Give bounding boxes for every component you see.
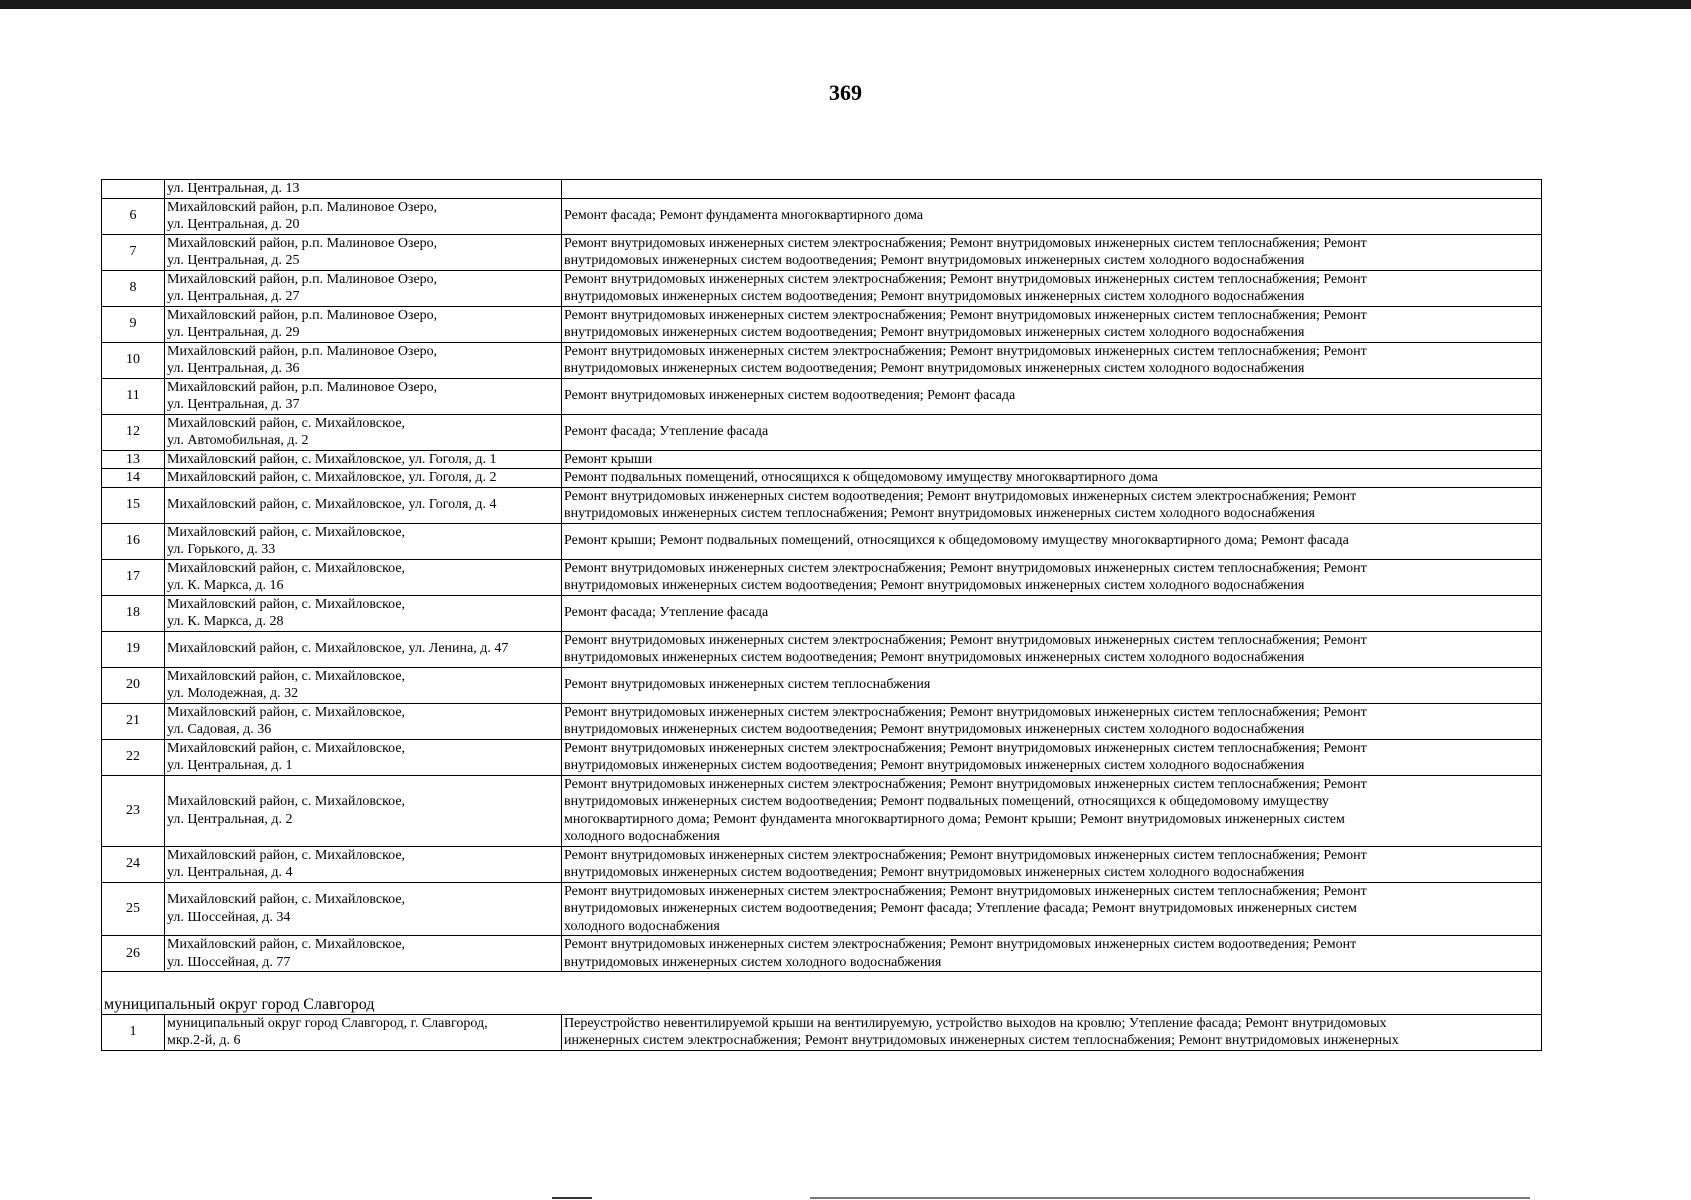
cell-line: внутридомовых инженерных систем водоотведения; Ремонт внутридомовых инженерных систем холодного водоснабжения xyxy=(564,325,1305,340)
cell-line: Михайловский район, с. Михайловское, xyxy=(167,794,406,809)
table-row xyxy=(102,739,1542,775)
cell-line: Михайловский район, р.п. Малиновое Озеро, xyxy=(167,307,438,323)
table-row xyxy=(102,667,1542,703)
cell-line: внутридомовых инженерных систем водоотведения; Ремонт внутридомовых инженерных систем холодного водоснабжения xyxy=(564,578,1305,593)
cell-line: внутридомовых инженерных систем водоотведения; Ремонт внутридомовых инженерных систем холодного водоснабжения xyxy=(564,865,1305,880)
cell-line: ул. К. Маркса, д. 28 xyxy=(167,614,284,629)
cell-line: Михайловский район, с. Михайловское, ул. Ленина, д. 47 xyxy=(167,641,509,657)
cell-line: ул. Центральная, д. 2 xyxy=(167,811,293,827)
address-cell xyxy=(165,306,562,342)
cell-line: Михайловский район, с. Михайловское, xyxy=(167,847,406,863)
cell-line: Ремонт фасада; Утепление фасада xyxy=(564,605,769,621)
works-cell xyxy=(562,414,1542,450)
cell-line: Ремонт внутридомовых инженерных систем электроснабжения; Ремонт внутридомовых инженерных систем теплоснабжения; Ремонт xyxy=(564,847,1367,863)
cell-line: холодного водоснабжения xyxy=(564,829,720,844)
address-cell xyxy=(165,270,562,306)
table-row xyxy=(102,180,1542,199)
table-row xyxy=(102,306,1542,342)
row-number: 24 xyxy=(102,846,165,882)
works-cell xyxy=(562,270,1542,306)
address-cell xyxy=(165,775,562,846)
cell-line: Михайловский район, с. Михайловское, ул. Гоголя, д. 2 xyxy=(167,470,497,485)
cell-line: ул. Центральная, д. 37 xyxy=(167,397,300,412)
table-row xyxy=(102,1014,1542,1050)
cell-line: ул. Шоссейная, д. 77 xyxy=(167,954,291,970)
cell-line: ул. Центральная, д. 36 xyxy=(167,361,300,376)
cell-line: ул. Центральная, д. 4 xyxy=(167,865,293,880)
cell-line: внутридомовых инженерных систем водоотведения; Ремонт внутридомовых инженерных систем холодного водоснабжения xyxy=(564,650,1305,665)
address-cell xyxy=(165,342,562,378)
table-row xyxy=(102,342,1542,378)
row-number xyxy=(102,180,165,199)
scan-artifact-line xyxy=(810,1197,1530,1199)
address-cell xyxy=(165,739,562,775)
table-row xyxy=(102,378,1542,414)
cell-line: внутридомовых инженерных систем холодного водоснабжения xyxy=(564,954,942,970)
row-number: 14 xyxy=(102,469,165,488)
address-cell xyxy=(165,450,562,469)
row-number: 9 xyxy=(102,306,165,342)
table-row xyxy=(102,703,1542,739)
row-number: 15 xyxy=(102,487,165,523)
cell-line: Михайловский район, с. Михайловское, xyxy=(167,560,406,576)
works-cell xyxy=(562,342,1542,378)
address-cell xyxy=(165,180,562,199)
section-title: муниципальный округ город Славгород xyxy=(102,972,1542,1015)
table-row xyxy=(102,450,1542,469)
row-number: 25 xyxy=(102,882,165,936)
cell-line: внутридомовых инженерных систем водоотведения; Ремонт фасада; Утепление фасада; Ремонт внутридомовых инженерных систем xyxy=(564,901,1357,916)
works-cell xyxy=(562,450,1542,469)
row-number: 21 xyxy=(102,703,165,739)
works-cell xyxy=(562,703,1542,739)
works-cell xyxy=(562,180,1542,199)
cell-line: ул. Центральная, д. 29 xyxy=(167,325,300,340)
row-number: 10 xyxy=(102,342,165,378)
works-cell xyxy=(562,882,1542,936)
cell-line: Михайловский район, с. Михайловское, xyxy=(167,668,406,684)
row-number: 16 xyxy=(102,523,165,559)
table-body xyxy=(102,180,1542,1051)
cell-line: Ремонт подвальных помещений, относящихся к общедомовому имуществу многоквартирного дома xyxy=(564,470,1158,485)
cell-line: Михайловский район, с. Михайловское, xyxy=(167,524,406,540)
table-row xyxy=(102,414,1542,450)
cell-line: Михайловский район, р.п. Малиновое Озеро, xyxy=(167,271,438,287)
cell-line xyxy=(564,180,1539,198)
cell-line: многоквартирного дома; Ремонт фундамента многоквартирного дома; Ремонт крыши; Ремонт внутридомовых инженерных систем xyxy=(564,811,1345,827)
cell-line: внутридомовых инженерных систем водоотведения; Ремонт внутридомовых инженерных систем холодного водоснабжения xyxy=(564,289,1305,304)
row-number: 12 xyxy=(102,414,165,450)
cell-line: Михайловский район, с. Михайловское, ул. Гоголя, д. 1 xyxy=(167,451,497,467)
cell-line: внутридомовых инженерных систем водоотведения; Ремонт внутридомовых инженерных систем холодного водоснабжения xyxy=(564,758,1305,773)
scan-artifact-line xyxy=(552,1197,592,1199)
cell-line: Ремонт внутридомовых инженерных систем электроснабжения; Ремонт внутридомовых инженерных систем теплоснабжения; Ремонт xyxy=(564,307,1367,323)
works-cell xyxy=(562,306,1542,342)
table-row xyxy=(102,234,1542,270)
cell-line: Ремонт внутридомовых инженерных систем электроснабжения; Ремонт внутридомовых инженерных систем теплоснабжения; Ремонт xyxy=(564,704,1367,720)
table-row xyxy=(102,487,1542,523)
table-row xyxy=(102,775,1542,846)
row-number: 23 xyxy=(102,775,165,846)
works-cell xyxy=(562,559,1542,595)
cell-line: Ремонт внутридомовых инженерных систем электроснабжения; Ремонт внутридомовых инженерных систем теплоснабжения; Ремонт xyxy=(564,560,1367,576)
cell-line: ул. Центральная, д. 20 xyxy=(167,217,300,232)
table-row xyxy=(102,631,1542,667)
cell-line: Михайловский район, р.п. Малиновое Озеро, xyxy=(167,235,438,251)
works-cell xyxy=(562,1014,1542,1050)
works-cell xyxy=(562,595,1542,631)
cell-line: ул. Шоссейная, д. 34 xyxy=(167,909,291,925)
cell-line: Михайловский район, р.п. Малиновое Озеро, xyxy=(167,379,438,395)
address-cell xyxy=(165,487,562,523)
table-row xyxy=(102,595,1542,631)
cell-line: Михайловский район, р.п. Малиновое Озеро, xyxy=(167,199,438,215)
works-cell xyxy=(562,739,1542,775)
address-cell xyxy=(165,469,562,488)
address-cell xyxy=(165,846,562,882)
table-row xyxy=(102,846,1542,882)
cell-line: Ремонт внутридомовых инженерных систем электроснабжения; Ремонт внутридомовых инженерных систем водоотведения; Ремонт xyxy=(564,937,1357,952)
repair-works-table xyxy=(101,179,1542,1051)
address-cell xyxy=(165,414,562,450)
cell-line: внутридомовых инженерных систем водоотведения; Ремонт внутридомовых инженерных систем холодного водоснабжения xyxy=(564,361,1305,376)
works-cell xyxy=(562,936,1542,972)
row-number: 20 xyxy=(102,667,165,703)
cell-line: Михайловский район, с. Михайловское, ул. Гоголя, д. 4 xyxy=(167,497,497,513)
cell-line: Ремонт фасада; Утепление фасада xyxy=(564,424,769,440)
works-cell xyxy=(562,846,1542,882)
address-cell xyxy=(165,559,562,595)
cell-line: Ремонт внутридомовых инженерных систем электроснабжения; Ремонт внутридомовых инженерных систем теплоснабжения; Ремонт xyxy=(564,343,1367,359)
cell-line: Ремонт крыши; Ремонт подвальных помещений, относящихся к общедомовому имуществу многоквартирного дома; Ремонт фасада xyxy=(564,533,1349,549)
address-cell xyxy=(165,595,562,631)
cell-line: Михайловский район, с. Михайловское, xyxy=(167,596,406,612)
table-row xyxy=(102,882,1542,936)
cell-line: ул. Садовая, д. 36 xyxy=(167,722,272,737)
row-number: 18 xyxy=(102,595,165,631)
cell-line: инженерных систем электроснабжения; Ремонт внутридомовых инженерных систем теплоснабжения; Ремонт внутридомовых инженерных xyxy=(564,1033,1399,1048)
cell-line: Михайловский район, с. Михайловское, xyxy=(167,415,406,431)
address-cell xyxy=(165,378,562,414)
works-cell xyxy=(562,487,1542,523)
works-cell xyxy=(562,378,1542,414)
works-cell xyxy=(562,198,1542,234)
address-cell xyxy=(165,198,562,234)
cell-line: Ремонт внутридомовых инженерных систем водоотведения; Ремонт внутридомовых инженерных систем электроснабжения; Ремонт xyxy=(564,488,1357,504)
works-cell xyxy=(562,234,1542,270)
row-number: 1 xyxy=(102,1014,165,1050)
works-cell xyxy=(562,631,1542,667)
cell-line: ул. Центральная, д. 13 xyxy=(167,181,300,196)
address-cell xyxy=(165,234,562,270)
address-cell xyxy=(165,882,562,936)
cell-line: Ремонт внутридомовых инженерных систем электроснабжения; Ремонт внутридомовых инженерных систем теплоснабжения; Ремонт xyxy=(564,271,1367,287)
cell-line: Михайловский район, с. Михайловское, xyxy=(167,892,406,908)
row-number: 19 xyxy=(102,631,165,667)
cell-line: Ремонт внутридомовых инженерных систем электроснабжения; Ремонт внутридомовых инженерных систем теплоснабжения; Ремонт xyxy=(564,776,1367,792)
cell-line: внутридомовых инженерных систем теплоснабжения; Ремонт внутридомовых инженерных систем холодного водоснабжения xyxy=(564,506,1315,521)
table-row xyxy=(102,198,1542,234)
cell-line: Михайловский район, с. Михайловское, xyxy=(167,937,406,952)
row-number: 6 xyxy=(102,198,165,234)
row-number: 7 xyxy=(102,234,165,270)
cell-line: холодного водоснабжения xyxy=(564,918,720,934)
scan-top-border xyxy=(0,0,1691,9)
address-cell xyxy=(165,631,562,667)
cell-line: ул. К. Маркса, д. 16 xyxy=(167,578,284,593)
cell-line: Ремонт внутридомовых инженерных систем электроснабжения; Ремонт внутридомовых инженерных систем теплоснабжения; Ремонт xyxy=(564,883,1367,899)
cell-line: Ремонт фасада; Ремонт фундамента многоквартирного дома xyxy=(564,208,924,224)
address-cell xyxy=(165,523,562,559)
cell-line: Переустройство невентилируемой крыши на вентилируемую, устройство выходов на кровлю; Утепление фасада; Ремонт внутридомовых xyxy=(564,1015,1387,1031)
section-header-row xyxy=(102,972,1542,1015)
cell-line: ул. Центральная, д. 25 xyxy=(167,253,300,268)
address-cell xyxy=(165,1014,562,1050)
works-cell xyxy=(562,523,1542,559)
cell-line: ул. Молодежная, д. 32 xyxy=(167,686,299,701)
cell-line: Ремонт внутридомовых инженерных систем электроснабжения; Ремонт внутридомовых инженерных систем теплоснабжения; Ремонт xyxy=(564,235,1367,251)
table-row xyxy=(102,936,1542,972)
address-cell xyxy=(165,936,562,972)
cell-line: мкр.2-й, д. 6 xyxy=(167,1033,241,1048)
row-number: 8 xyxy=(102,270,165,306)
works-cell xyxy=(562,775,1542,846)
cell-line: Ремонт крыши xyxy=(564,451,653,467)
cell-line: ул. Горького, д. 33 xyxy=(167,542,276,557)
page-number: 369 xyxy=(829,80,862,105)
table-row xyxy=(102,523,1542,559)
cell-line: внутридомовых инженерных систем водоотведения; Ремонт внутридомовых инженерных систем холодного водоснабжения xyxy=(564,722,1305,737)
cell-line: внутридомовых инженерных систем водоотведения; Ремонт подвальных помещений, относящихся к общедомовому имуществу xyxy=(564,794,1329,809)
cell-line: Ремонт внутридомовых инженерных систем теплоснабжения xyxy=(564,677,931,693)
row-number: 17 xyxy=(102,559,165,595)
row-number: 22 xyxy=(102,739,165,775)
cell-line: Михайловский район, с. Михайловское, xyxy=(167,704,406,720)
cell-line: внутридомовых инженерных систем водоотведения; Ремонт внутридомовых инженерных систем холодного водоснабжения xyxy=(564,253,1305,268)
cell-line: муниципальный округ город Славгород, г. Славгород, xyxy=(167,1015,488,1031)
cell-line: ул. Автомобильная, д. 2 xyxy=(167,433,309,448)
works-cell xyxy=(562,667,1542,703)
table-row xyxy=(102,469,1542,488)
row-number: 13 xyxy=(102,450,165,469)
cell-line: Михайловский район, с. Михайловское, xyxy=(167,740,406,756)
table-row xyxy=(102,559,1542,595)
address-cell xyxy=(165,667,562,703)
row-number: 26 xyxy=(102,936,165,972)
works-cell xyxy=(562,469,1542,488)
row-number: 11 xyxy=(102,378,165,414)
cell-line: Ремонт внутридомовых инженерных систем электроснабжения; Ремонт внутридомовых инженерных систем теплоснабжения; Ремонт xyxy=(564,740,1367,756)
cell-line: ул. Центральная, д. 27 xyxy=(167,289,300,304)
cell-line: ул. Центральная, д. 1 xyxy=(167,758,293,773)
cell-line: Ремонт внутридомовых инженерных систем электроснабжения; Ремонт внутридомовых инженерных систем теплоснабжения; Ремонт xyxy=(564,632,1367,648)
address-cell xyxy=(165,703,562,739)
cell-line: Михайловский район, р.п. Малиновое Озеро, xyxy=(167,343,438,359)
cell-line: Ремонт внутридомовых инженерных систем водоотведения; Ремонт фасада xyxy=(564,388,1016,404)
table-row xyxy=(102,270,1542,306)
